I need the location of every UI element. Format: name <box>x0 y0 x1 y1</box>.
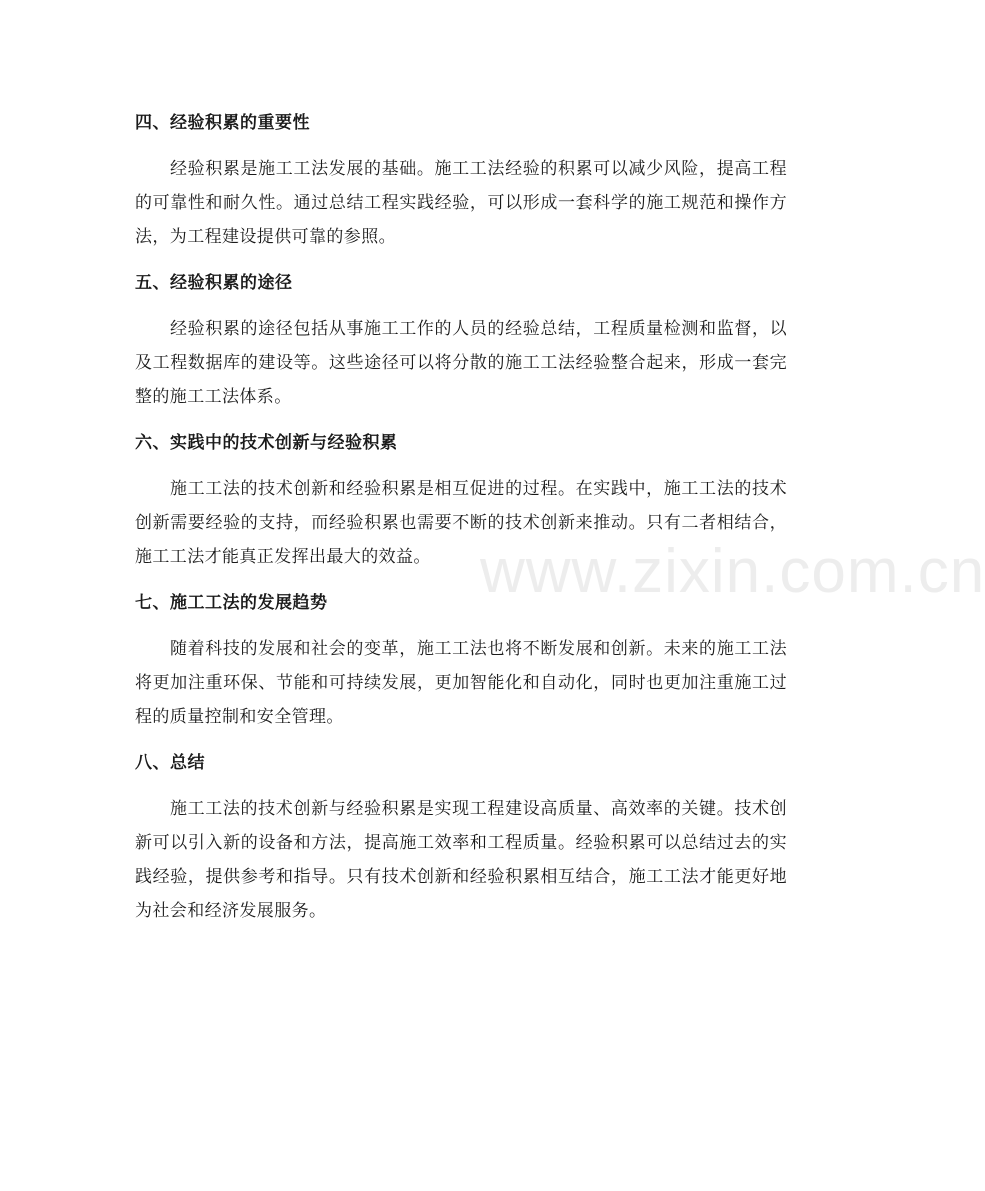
section-heading: 八、总结 <box>135 753 205 773</box>
section-heading: 五、经验积累的途径 <box>135 273 293 293</box>
section-heading: 七、施工工法的发展趋势 <box>135 593 328 613</box>
section-paragraph: 随着科技的发展和社会的变革，施工工法也将不断发展和创新。未来的施工工法将更加注重环保、节能和可持续发展，更加智能化和自动化，同时也更加注重施工过程的质量控制和安全管理。 <box>135 639 787 727</box>
watermark-text: www.zixin.com.cn <box>480 537 985 606</box>
section-summary <box>135 746 787 928</box>
section-innovation <box>135 426 787 574</box>
section-trends <box>135 586 787 734</box>
section-paragraph: 经验积累的途径包括从事施工工作的人员的经验总结，工程质量检测和监督，以及工程数据库的建设等。这些途径可以将分散的施工工法经验整合起来，形成一套完整的施工工法体系。 <box>135 319 787 407</box>
section-paragraph: 经验积累是施工工法发展的基础。施工工法经验的积累可以减少风险，提高工程的可靠性和耐久性。通过总结工程实践经验，可以形成一套科学的施工规范和操作方法，为工程建设提供可靠的参照。 <box>135 159 787 247</box>
section-approaches <box>135 266 787 414</box>
section-heading: 四、经验积累的重要性 <box>135 113 310 133</box>
section-heading: 六、实践中的技术创新与经验积累 <box>135 433 398 453</box>
section-paragraph: 施工工法的技术创新与经验积累是实现工程建设高质量、高效率的关键。技术创新可以引入新的设备和方法，提高施工效率和工程质量。经验积累可以总结过去的实践经验，提供参考和指导。只有技术创新和经验积累相互结合，施工工法才能更好地为社会和经济发展服务。 <box>135 799 787 921</box>
document-body <box>135 106 787 940</box>
section-paragraph: 施工工法的技术创新和经验积累是相互促进的过程。在实践中，施工工法的技术创新需要经验的支持，而经验积累也需要不断的技术创新来推动。只有二者相结合，施工工法才能真正发挥出最大的效益。 <box>135 479 787 567</box>
section-importance <box>135 106 787 254</box>
